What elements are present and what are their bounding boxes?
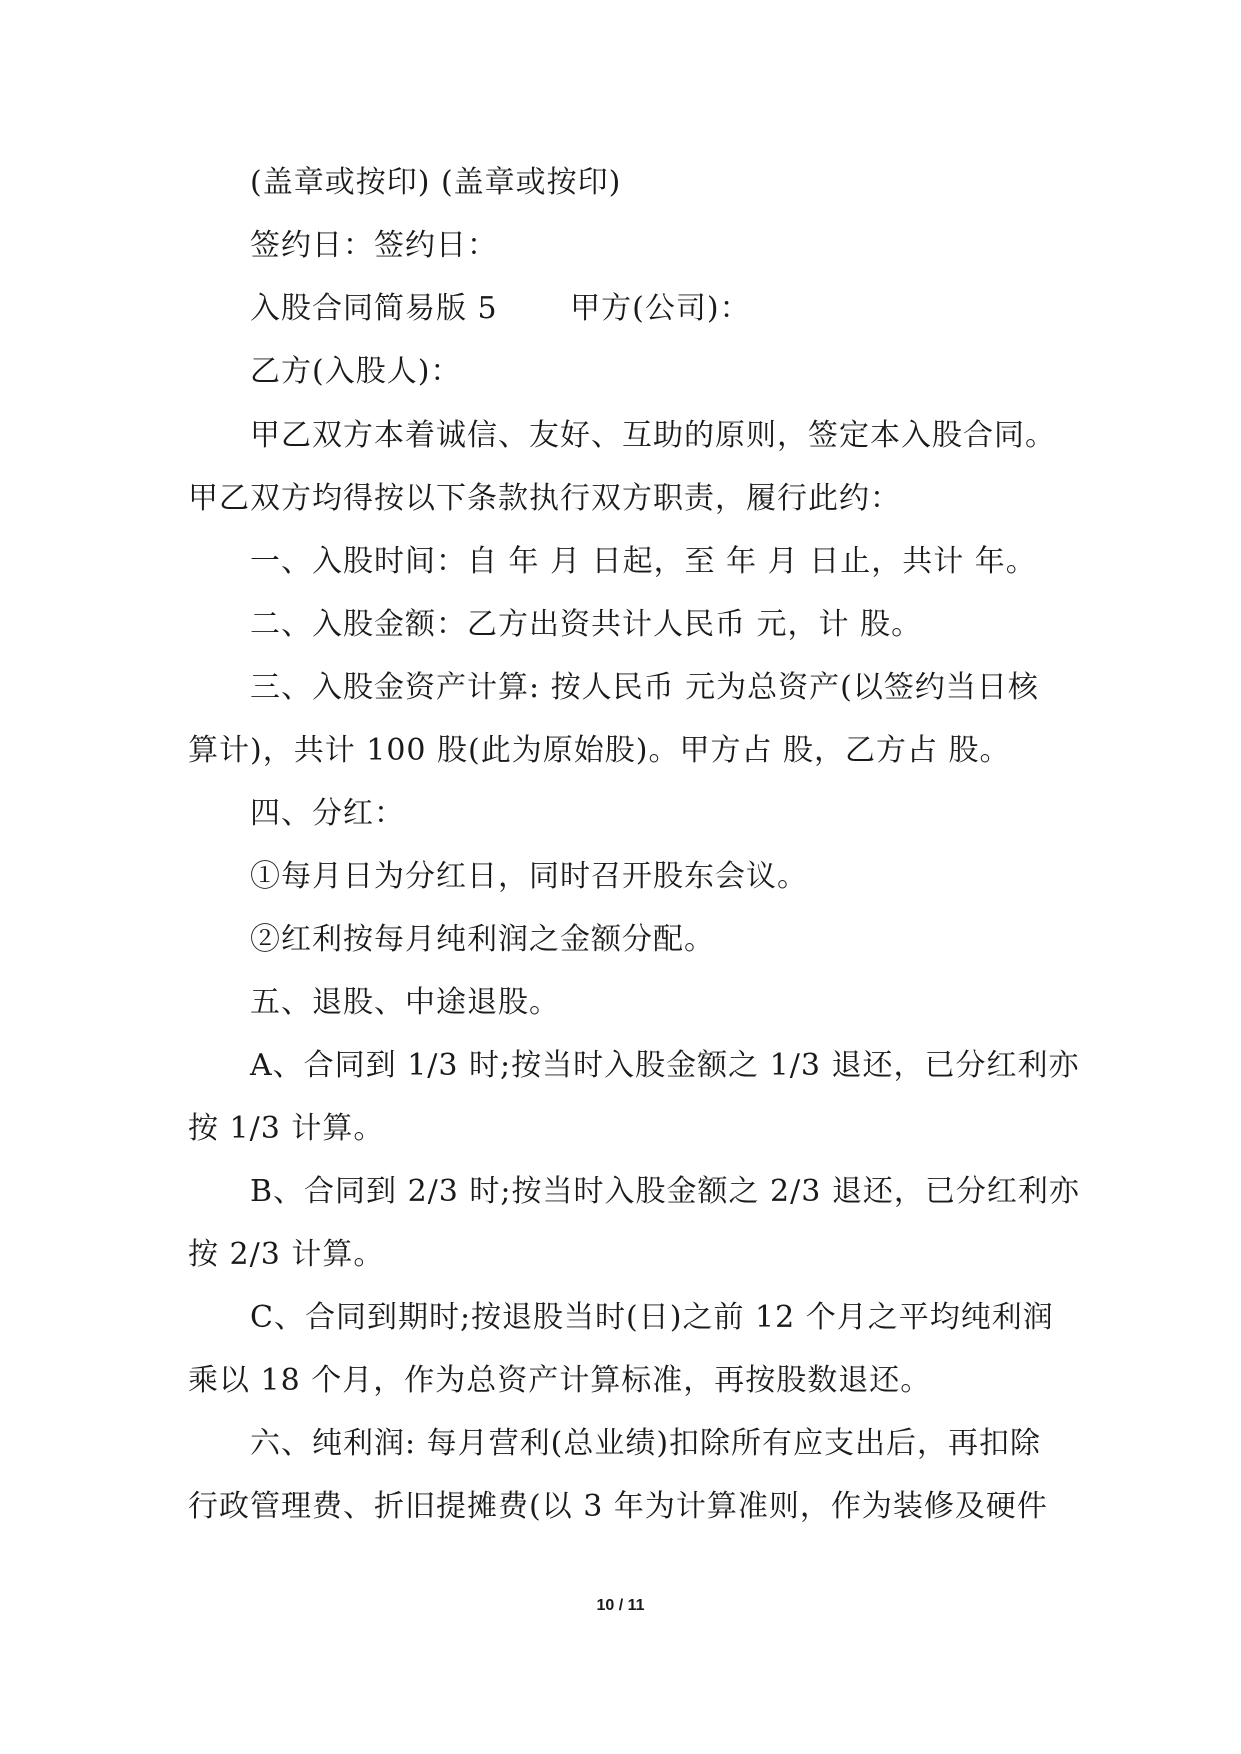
document-line: 四、分红： — [250, 796, 405, 831]
document-line: ②红利按每月纯利润之金额分配。 — [250, 922, 715, 957]
document-line: (盖章或按印) (盖章或按印) — [250, 165, 622, 200]
document-line: 行政管理费、折旧提摊费(以 3 年为计算准则，作为装修及硬件 — [188, 1489, 1048, 1524]
page-number: 10 / 11 — [596, 1597, 645, 1614]
document-line: 算计)，共计 100 股(此为原始股)。甲方占 股，乙方占 股。 — [188, 733, 1011, 768]
document-line: 甲乙双方本着诚信、友好、互助的原则，签定本入股合同。 — [250, 418, 1056, 453]
document-line: 五、退股、中途退股。 — [250, 985, 560, 1020]
document-line: 乘以 18 个月，作为总资产计算标准，再按股数退还。 — [188, 1363, 932, 1398]
document-line: 一、入股时间：自 年 月 日起，至 年 月 日止，共计 年。 — [250, 544, 1037, 579]
document-line: 按 2/3 计算。 — [188, 1237, 385, 1272]
document-line: C、合同到期时;按退股当时(日)之前 12 个月之平均纯利润 — [250, 1300, 1054, 1335]
document-line: 甲乙双方均得按以下条款执行双方职责，履行此约： — [188, 481, 901, 516]
document-line: 签约日：签约日： — [250, 228, 498, 263]
document-line: A、合同到 1/3 时;按当时入股金额之 1/3 退还，已分红利亦 — [250, 1048, 1080, 1083]
document-line: B、合同到 2/3 时;按当时入股金额之 2/3 退还，已分红利亦 — [250, 1174, 1080, 1209]
document-line: 二、入股金额：乙方出资共计人民币 元，计 股。 — [250, 607, 923, 642]
document-line: 乙方(入股人)： — [250, 354, 462, 389]
document-line: ①每月日为分红日，同时召开股东会议。 — [250, 859, 808, 894]
document-line: 入股合同简易版 5 甲方(公司)： — [250, 291, 751, 326]
document-line: 六、纯利润: 每月营利(总业绩)扣除所有应支出后，再扣除 — [250, 1426, 1042, 1461]
document-line: 三、入股金资产计算: 按人民币 元为总资产(以签约当日核 — [250, 670, 1039, 705]
document-line: 按 1/3 计算。 — [188, 1111, 385, 1146]
